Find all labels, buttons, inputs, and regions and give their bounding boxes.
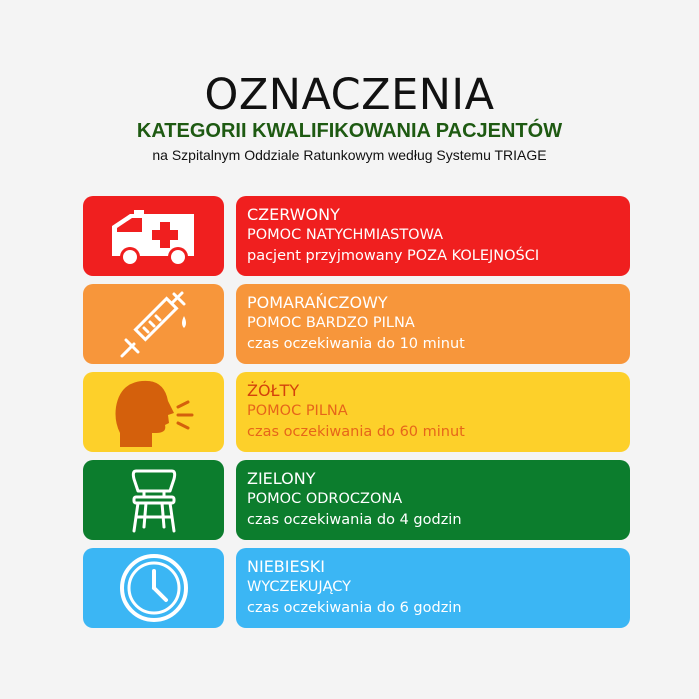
category-text-green [236,460,630,540]
category-wait: pacjent przyjmowany POZA KOLEJNOŚCI [247,248,540,264]
icon-box-green [83,460,224,540]
category-priority: POMOC PILNA [247,403,348,419]
icon-box-red [83,196,224,276]
category-priority: POMOC ODROCZONA [247,491,403,507]
category-priority: WYCZEKUJĄCY [247,579,352,595]
category-name: ŻÓŁTY [247,381,300,400]
category-priority: POMOC BARDZO PILNA [247,315,415,331]
icon-box-blue [83,548,224,628]
page-subtitle: KATEGORII KWALIFIKOWANIA PACJENTÓW [136,120,563,142]
category-name: POMARAŃCZOWY [247,293,388,312]
category-wait: czas oczekiwania do 10 minut [247,336,465,352]
icon-box-orange [83,284,224,364]
category-text-yellow [236,372,630,452]
category-text-red [236,196,630,276]
category-priority: POMOC NATYCHMIASTOWA [247,227,444,243]
category-name: ZIELONY [247,469,316,488]
category-wait: czas oczekiwania do 60 minut [247,424,465,440]
ambulance-icon [108,204,200,268]
page-description: na Szpitalnym Oddziale Ratunkowym według Systemu TRIAGE [152,147,547,163]
category-wait: czas oczekiwania do 6 godzin [247,600,462,616]
clock-icon [118,552,190,624]
category-wait: czas oczekiwania do 4 godzin [247,512,462,528]
category-name: NIEBIESKI [247,557,325,576]
category-text-blue [236,548,630,628]
syringe-icon [114,286,194,362]
icon-box-yellow [83,372,224,452]
category-name: CZERWONY [247,205,340,224]
page-title: OZNACZENIA [204,70,495,120]
chair-icon [124,465,184,535]
category-text-orange [236,284,630,364]
coughing-head-icon [112,377,196,447]
